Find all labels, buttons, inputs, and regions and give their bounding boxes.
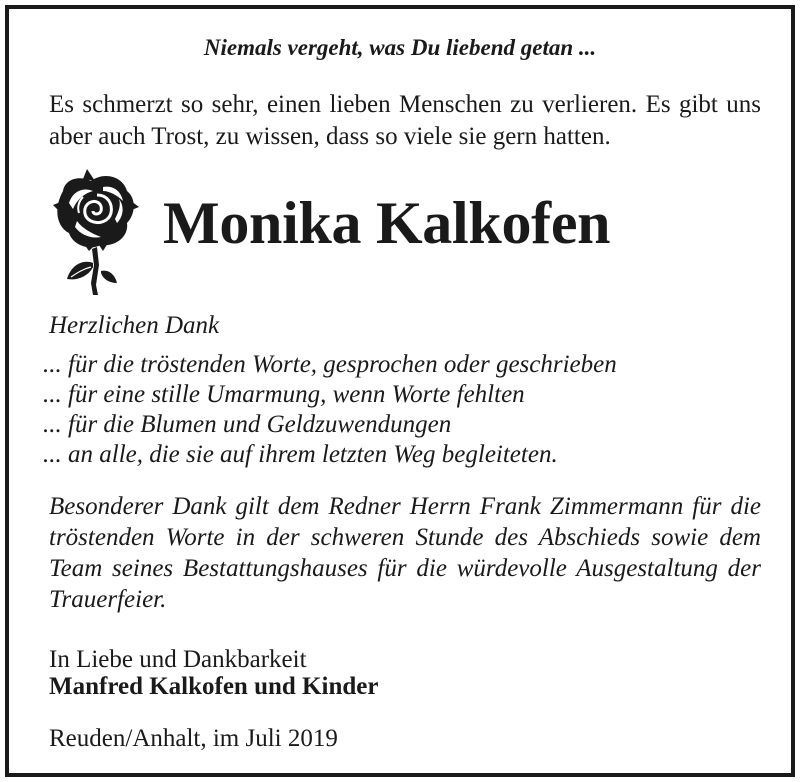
- motto: Niemals vergeht, was Du liebend getan ...: [203, 35, 597, 60]
- deceased-name: Monika Kalkofen: [163, 190, 611, 256]
- rose-icon: [43, 161, 143, 299]
- notice-frame: [5, 5, 795, 777]
- thanks-item: ... für die Blumen und Geldzuwendungen: [43, 411, 452, 438]
- thanks-item: ... an alle, die sie auf ihrem letzten Weg begleiteten.: [43, 441, 558, 468]
- thanks-item: ... für die tröstenden Worte, gesprochen oder geschrieben: [43, 351, 617, 378]
- special-thanks-text: Besonderer Dank gilt dem Redner Herrn Frank Zimmermann für die tröstenden Worte in der schweren Stunde des Abschieds sowie dem Team seines Bestattungshauses für die würdevolle Ausgestaltung der Trauerfeier.: [49, 493, 761, 613]
- thanks-list: [43, 350, 617, 470]
- place-date: Reuden/Anhalt, im Juli 2019: [49, 725, 338, 752]
- signature: Manfred Kalkofen und Kinder: [49, 673, 379, 700]
- closing-line: In Liebe und Dankbarkeit: [49, 646, 307, 673]
- thanks-item: ... für eine stille Umarmung, wenn Worte fehlten: [43, 381, 525, 408]
- thanks-heading: Herzlichen Dank: [49, 312, 220, 339]
- intro-text: Es schmerzt so sehr, einen lieben Menschen zu verlieren. Es gibt uns aber auch Trost, zu wissen, dass so viele sie gern hatten.: [49, 91, 761, 150]
